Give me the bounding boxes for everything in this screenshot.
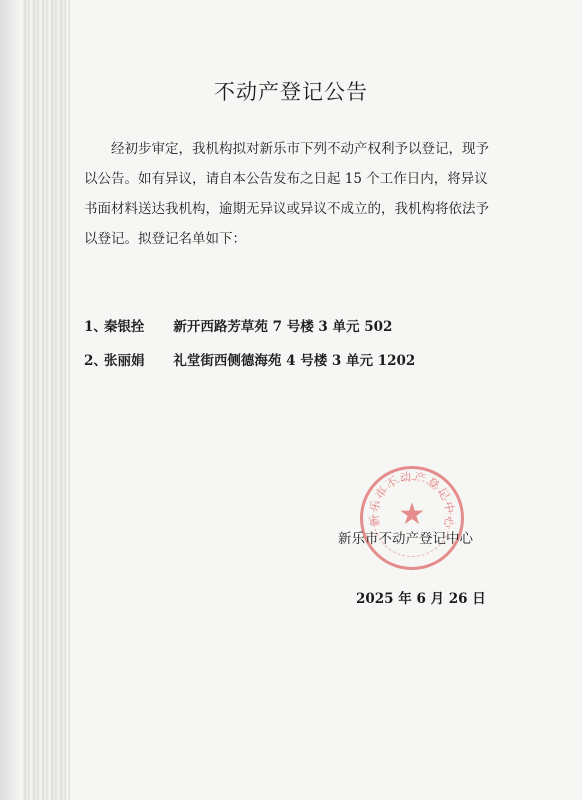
- item-address: 新开西路芳草苑 7 号楼 3 单元 502: [173, 319, 393, 335]
- announcement-paragraph: 经初步审定，我机构拟对新乐市下列不动产权利予以登记，现予以公告。如有异议，请自本公告发布之日起 15 个工作日内，将异议书面材料送达我机构，逾期无异议或异议不成立的，我机构将依法予以登记。拟登记名单如下：: [84, 141, 489, 247]
- seal-star-icon: ★: [398, 497, 426, 532]
- document-title: 不动产登记公告: [214, 80, 368, 104]
- issuer-signature: 新乐市不动产登记中心: [338, 531, 473, 547]
- official-seal: [360, 466, 464, 570]
- item-name: 张丽娟: [104, 353, 145, 369]
- registration-list: [84, 314, 504, 382]
- list-item: [84, 348, 504, 382]
- item-name: 秦银拴: [104, 319, 145, 335]
- svg-text:新乐市不动产登记中心: 新乐市不动产登记中心: [367, 469, 457, 531]
- item-number: 2、: [84, 353, 107, 369]
- scan-streaks: [22, 0, 70, 800]
- item-address: 礼堂街西侧德海苑 4 号楼 3 单元 1202: [173, 353, 416, 369]
- list-item: [84, 314, 504, 348]
- item-number: 1、: [84, 319, 107, 335]
- scan-shadow-left: [0, 0, 22, 800]
- issue-date: 2025 年 6 月 26 日: [356, 591, 486, 607]
- seal-text-arc: [363, 469, 461, 567]
